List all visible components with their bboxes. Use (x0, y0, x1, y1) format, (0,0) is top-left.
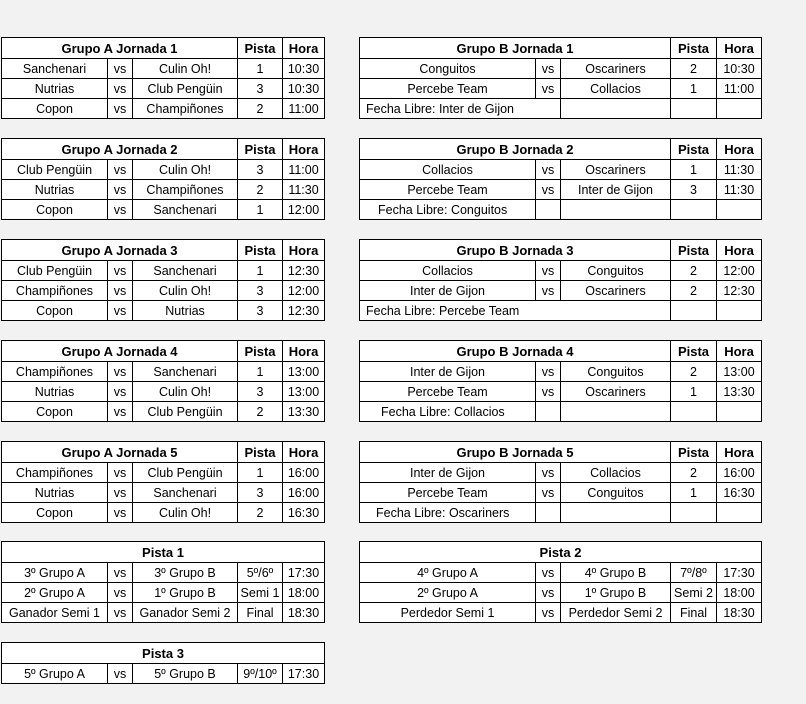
home-team: Copon (36, 405, 73, 419)
match-row (360, 281, 761, 301)
away-team: Culin Oh! (132, 160, 237, 179)
round-cell: Semi 1 (237, 583, 282, 602)
group-b-jornada-4-table (359, 340, 762, 422)
fecha-libre-label: Fecha Libre: Conguitos (378, 203, 508, 217)
pista-cell: 2 (670, 463, 716, 482)
match-row (2, 664, 324, 684)
hora-cell: 18:00 (282, 583, 324, 602)
libre-row (360, 301, 761, 321)
table-header (360, 542, 761, 563)
hora-cell: 10:30 (716, 59, 761, 78)
away-team: 3º Grupo B (132, 563, 237, 582)
match-row (360, 362, 761, 382)
group-a-jornada-3-table (1, 239, 325, 321)
vs-label: vs (107, 483, 132, 502)
round-cell: 7º/8º (670, 563, 716, 582)
hora-cell: 12:30 (716, 281, 761, 300)
table-header (360, 341, 761, 362)
table-header (2, 442, 324, 463)
match-row (2, 583, 324, 603)
away-team: Conguitos (560, 261, 670, 280)
pista-header: Pista (670, 139, 716, 159)
home-team: Club Pengüin (16, 162, 93, 177)
hora-cell: 16:30 (282, 503, 324, 523)
home-team: Percebe Team (407, 182, 488, 197)
vs-label: vs (107, 301, 132, 321)
jornada-title: Grupo A Jornada 3 (61, 242, 178, 258)
hora-cell: 10:30 (282, 79, 324, 98)
vs-label: vs (107, 362, 132, 381)
pista-header: Pista (237, 139, 282, 159)
vs-label: vs (107, 603, 132, 623)
hora-cell: 18:30 (282, 603, 324, 623)
hora-cell: 11:30 (282, 180, 324, 199)
hora-cell: 13:30 (282, 402, 324, 422)
pista-3-table (1, 642, 325, 684)
match-row (2, 362, 324, 382)
away-team: Collacios (560, 79, 670, 98)
home-team: Inter de Gijon (409, 465, 486, 480)
table-header (360, 240, 761, 261)
vs-label: vs (535, 59, 560, 78)
away-team: Oscariners (560, 281, 670, 300)
hora-header: Hora (282, 240, 324, 260)
pista-cell: 1 (237, 463, 282, 482)
hora-cell: 10:30 (282, 59, 324, 78)
pista-cell: 1 (670, 160, 716, 179)
pista-header: Pista (670, 341, 716, 361)
vs-label: vs (535, 463, 560, 482)
home-team: Perdedor Semi 1 (400, 606, 495, 620)
home-team: 3º Grupo A (24, 565, 85, 580)
hora-cell: 11:00 (716, 79, 761, 98)
match-row (2, 463, 324, 483)
home-team: Champiñones (15, 465, 94, 480)
away-team: Culin Oh! (132, 382, 237, 401)
hora-cell: 11:00 (282, 99, 324, 119)
match-row (2, 301, 324, 321)
vs-label: vs (107, 59, 132, 78)
vs-label: vs (535, 180, 560, 199)
pista-cell: 3 (237, 382, 282, 401)
hora-cell: 11:30 (716, 180, 761, 199)
away-team: Perdedor Semi 2 (560, 603, 670, 623)
away-team: Sanchenari (132, 362, 237, 381)
jornada-title: Grupo A Jornada 4 (61, 343, 178, 359)
hora-cell: 12:30 (282, 261, 324, 280)
vs-label: vs (535, 563, 560, 582)
match-row (2, 281, 324, 301)
away-team: Nutrias (132, 301, 237, 321)
match-row (2, 200, 324, 220)
home-team: Nutrias (34, 485, 75, 500)
vs-label: vs (107, 99, 132, 119)
hora-cell: 13:00 (716, 362, 761, 381)
hora-header: Hora (716, 442, 761, 462)
match-row (2, 563, 324, 583)
match-row (2, 402, 324, 422)
away-team: Culin Oh! (132, 281, 237, 300)
hora-header: Hora (282, 341, 324, 361)
vs-label: vs (107, 160, 132, 179)
away-team: Club Pengüin (132, 402, 237, 422)
match-row (2, 483, 324, 503)
round-cell: Final (670, 603, 716, 623)
vs-label: vs (107, 261, 132, 280)
fecha-libre-label: Fecha Libre: Collacios (381, 405, 505, 419)
hora-cell: 12:00 (716, 261, 761, 280)
vs-label: vs (535, 603, 560, 623)
libre-row (360, 503, 761, 523)
home-team: Collacios (422, 263, 473, 278)
round-cell: Final (237, 603, 282, 623)
pista-cell: 3 (237, 301, 282, 321)
away-team: Oscariners (560, 160, 670, 179)
home-team: Nutrias (34, 81, 75, 96)
match-row (2, 79, 324, 99)
group-b-jornada-3-table (359, 239, 762, 321)
match-row (360, 160, 761, 180)
hora-header: Hora (282, 38, 324, 58)
pista-cell: 3 (237, 483, 282, 502)
vs-label: vs (107, 79, 132, 98)
pista-cell: 1 (237, 261, 282, 280)
libre-row (360, 402, 761, 422)
round-cell: 5º/6º (237, 563, 282, 582)
home-team: Ganador Semi 1 (8, 606, 101, 620)
pista-cell: 3 (237, 160, 282, 179)
table-header (2, 643, 324, 664)
jornada-title: Grupo B Jornada 1 (456, 40, 574, 56)
home-team: Champiñones (15, 364, 94, 379)
vs-label: vs (107, 281, 132, 300)
jornada-title: Grupo B Jornada 3 (456, 242, 574, 258)
jornada-title: Grupo B Jornada 2 (456, 141, 574, 157)
pista-cell: 2 (670, 362, 716, 381)
pista-cell: 1 (670, 79, 716, 98)
vs-label: vs (535, 583, 560, 602)
match-row (2, 503, 324, 523)
table-header (2, 38, 324, 59)
pista-cell: 1 (670, 483, 716, 502)
hora-cell: 13:00 (282, 362, 324, 381)
home-team: Inter de Gijon (409, 283, 486, 298)
hora-cell: 13:00 (282, 382, 324, 401)
table-header (360, 442, 761, 463)
match-row (2, 261, 324, 281)
home-team: Conguitos (419, 61, 476, 76)
vs-label: vs (535, 382, 560, 401)
home-team: Nutrias (34, 182, 75, 197)
home-team: Percebe Team (407, 384, 488, 399)
table-header (360, 139, 761, 160)
hora-cell: 16:00 (282, 463, 324, 482)
vs-label: vs (107, 463, 132, 482)
match-row (2, 59, 324, 79)
hora-header: Hora (716, 240, 761, 260)
table-header (2, 542, 324, 563)
match-row (360, 583, 761, 603)
vs-label: vs (107, 563, 132, 582)
table-header (2, 341, 324, 362)
pista-header: Pista (237, 341, 282, 361)
home-team: Club Pengüin (16, 263, 93, 278)
pista-title: Pista 3 (142, 645, 184, 661)
home-team: 2º Grupo A (417, 585, 478, 600)
vs-label: vs (107, 583, 132, 602)
away-team: 1º Grupo B (560, 583, 670, 602)
vs-label: vs (535, 362, 560, 381)
pista-title: Pista 1 (142, 544, 184, 560)
home-team: 2º Grupo A (24, 585, 85, 600)
pista-cell: 2 (670, 261, 716, 280)
away-team: Inter de Gijon (560, 180, 670, 199)
match-row (2, 180, 324, 200)
away-team: Oscariners (560, 382, 670, 401)
pista-cell: 1 (237, 362, 282, 381)
group-b-jornada-1-table (359, 37, 762, 119)
home-team: 4º Grupo A (417, 565, 478, 580)
table-header (2, 240, 324, 261)
vs-label: vs (107, 382, 132, 401)
away-team: Champiñones (132, 180, 237, 199)
vs-label: vs (535, 483, 560, 502)
group-b-jornada-5-table (359, 441, 762, 523)
home-team: Inter de Gijon (409, 364, 486, 379)
pista-cell: 2 (237, 503, 282, 523)
match-row (360, 603, 761, 623)
vs-label: vs (107, 664, 132, 684)
home-team: Percebe Team (407, 485, 488, 500)
hora-header: Hora (716, 341, 761, 361)
away-team: Culin Oh! (132, 503, 237, 523)
away-team: Champiñones (132, 99, 237, 119)
pista-cell: 3 (237, 281, 282, 300)
round-cell: Semi 2 (670, 583, 716, 602)
hora-header: Hora (282, 139, 324, 159)
match-row (360, 563, 761, 583)
jornada-title: Grupo A Jornada 5 (61, 444, 178, 460)
hora-cell: 16:00 (282, 483, 324, 502)
away-team: Conguitos (560, 483, 670, 502)
match-row (360, 382, 761, 402)
fecha-libre-label: Fecha Libre: Inter de Gijon (366, 102, 514, 116)
pista-header: Pista (670, 442, 716, 462)
vs-label: vs (107, 180, 132, 199)
jornada-title: Grupo B Jornada 4 (456, 343, 574, 359)
pista-header: Pista (670, 240, 716, 260)
pista-1-table (1, 541, 325, 623)
vs-label: vs (107, 200, 132, 220)
hora-cell: 12:00 (282, 200, 324, 220)
match-row (360, 261, 761, 281)
hora-cell: 16:30 (716, 483, 761, 502)
away-team: Sanchenari (132, 483, 237, 502)
away-team: Sanchenari (132, 261, 237, 280)
away-team: Club Pengüin (132, 463, 237, 482)
match-row (360, 59, 761, 79)
pista-cell: 1 (237, 59, 282, 78)
vs-label: vs (535, 261, 560, 280)
home-team: Collacios (422, 162, 473, 177)
pista-header: Pista (237, 240, 282, 260)
match-row (2, 99, 324, 119)
hora-cell: 17:30 (282, 563, 324, 582)
vs-label: vs (107, 503, 132, 523)
libre-row (360, 99, 761, 119)
vs-label: vs (535, 79, 560, 98)
hora-cell: 16:00 (716, 463, 761, 482)
match-row (360, 180, 761, 200)
round-cell: 9º/10º (237, 664, 282, 684)
away-team: Sanchenari (132, 200, 237, 220)
pista-cell: 3 (237, 79, 282, 98)
hora-header: Hora (282, 442, 324, 462)
home-team: Champiñones (15, 283, 94, 298)
libre-row (360, 200, 761, 220)
vs-label: vs (107, 402, 132, 422)
hora-cell: 11:30 (716, 160, 761, 179)
pista-cell: 2 (237, 99, 282, 119)
hora-cell: 13:30 (716, 382, 761, 401)
hora-header: Hora (716, 38, 761, 58)
vs-label: vs (535, 160, 560, 179)
away-team: 5º Grupo B (132, 664, 237, 684)
hora-cell: 17:30 (282, 664, 324, 684)
jornada-title: Grupo A Jornada 2 (61, 141, 178, 157)
hora-cell: 12:30 (282, 301, 324, 321)
away-team: Oscariners (560, 59, 670, 78)
away-team: Club Pengüin (132, 79, 237, 98)
match-row (360, 79, 761, 99)
pista-cell: 2 (670, 281, 716, 300)
vs-label: vs (535, 281, 560, 300)
pista-cell: 2 (670, 59, 716, 78)
away-team: Collacios (560, 463, 670, 482)
away-team: Ganador Semi 2 (132, 603, 237, 623)
hora-cell: 12:00 (282, 281, 324, 300)
jornada-title: Grupo A Jornada 1 (61, 40, 178, 56)
pista-cell: 1 (237, 200, 282, 220)
jornada-title: Grupo B Jornada 5 (456, 444, 574, 460)
pista-title: Pista 2 (539, 544, 582, 560)
table-header (360, 38, 761, 59)
home-team: Percebe Team (407, 81, 488, 96)
group-a-jornada-1-table (1, 37, 325, 119)
home-team: Nutrias (34, 384, 75, 399)
home-team: Copon (36, 304, 73, 318)
pista-header: Pista (237, 442, 282, 462)
pista-cell: 1 (670, 382, 716, 401)
hora-cell: 17:30 (716, 563, 761, 582)
fecha-libre-label: Fecha Libre: Percebe Team (366, 304, 520, 318)
hora-cell: 18:30 (716, 603, 761, 623)
pista-2-table (359, 541, 762, 623)
away-team: 4º Grupo B (560, 563, 670, 582)
fecha-libre-label: Fecha Libre: Oscariners (376, 506, 510, 520)
table-header (2, 139, 324, 160)
home-team: Sanchenari (22, 61, 87, 76)
match-row (2, 382, 324, 402)
group-a-jornada-5-table (1, 441, 325, 523)
group-b-jornada-2-table (359, 138, 762, 220)
pista-header: Pista (237, 38, 282, 58)
match-row (360, 483, 761, 503)
match-row (360, 463, 761, 483)
hora-cell: 11:00 (282, 160, 324, 179)
home-team: Copon (36, 102, 73, 116)
away-team: 1º Grupo B (132, 583, 237, 602)
pista-cell: 3 (670, 180, 716, 199)
group-a-jornada-2-table (1, 138, 325, 220)
home-team: Copon (36, 506, 73, 520)
match-row (2, 603, 324, 623)
away-team: Conguitos (560, 362, 670, 381)
away-team: Culin Oh! (132, 59, 237, 78)
group-a-jornada-4-table (1, 340, 325, 422)
home-team: Copon (36, 203, 73, 217)
home-team: 5º Grupo A (24, 667, 85, 681)
pista-cell: 2 (237, 180, 282, 199)
hora-header: Hora (716, 139, 761, 159)
match-row (2, 160, 324, 180)
pista-cell: 2 (237, 402, 282, 422)
pista-header: Pista (670, 38, 716, 58)
hora-cell: 18:00 (716, 583, 761, 602)
